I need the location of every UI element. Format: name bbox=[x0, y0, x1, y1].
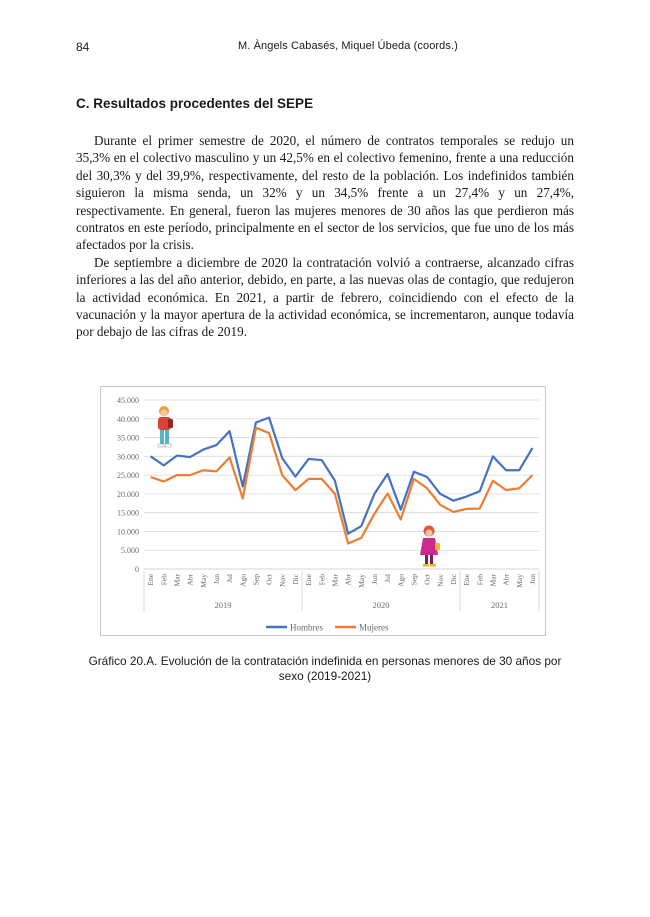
body-text bbox=[76, 132, 574, 341]
y-tick-label: 30.000 bbox=[117, 452, 139, 462]
x-tick-label: Mar bbox=[488, 574, 498, 587]
y-tick-label: 0 bbox=[135, 565, 139, 574]
x-tick-label: Ene bbox=[304, 574, 314, 586]
y-tick-label: 15.000 bbox=[117, 508, 139, 518]
section-heading: C. Resultados procedentes del SEPE bbox=[76, 96, 314, 111]
y-axis-ticks bbox=[117, 396, 139, 574]
year-label: 2019 bbox=[214, 600, 232, 610]
y-tick-label: 10.000 bbox=[117, 527, 139, 537]
y-tick-label: 40.000 bbox=[117, 414, 139, 424]
x-tick-label: Mar bbox=[330, 574, 340, 587]
legend-label-hombres: Hombres bbox=[290, 622, 323, 633]
legend-label-mujeres: Mujeres bbox=[359, 622, 389, 633]
y-tick-label: 45.000 bbox=[117, 396, 139, 405]
x-tick-label: Ene bbox=[146, 574, 156, 586]
x-axis-ticks bbox=[144, 569, 539, 611]
young-man-illustration bbox=[158, 406, 173, 447]
chart-legend bbox=[266, 623, 389, 633]
series-lines bbox=[151, 418, 533, 544]
x-tick-label: Sep bbox=[409, 574, 419, 586]
x-tick-label: Jun bbox=[212, 574, 222, 585]
paragraph-1: Durante el primer semestre de 2020, el número de contratos temporales se redujo un 35,3% en el colectivo masculino y un 42,5% en el colectivo femenino, frente a una reducción del 30,3% y del 39,9%, respectivamente, del resto de la población. Los indefinidos también siguieron la misma senda, un 32% y un 34,5% frente a un 27,4% y un 27,4%, respectivamente. En general, fueron las mujeres menores de 30 años las que perdieron más contratos en este período, principalmente en el sector de los servicios, que fue uno de los más afectados por la crisis. bbox=[76, 133, 574, 253]
series-line-mujeres bbox=[151, 428, 533, 544]
x-tick-label: Jul bbox=[225, 574, 235, 583]
year-label: 2020 bbox=[372, 600, 390, 610]
figure-caption: Gráfico 20.A. Evolución de la contratación indefinida en personas menores de 30 años por sexo (2019-2021) bbox=[88, 654, 562, 683]
y-tick-label: 25.000 bbox=[117, 471, 139, 481]
x-tick-label: Dic bbox=[449, 574, 459, 585]
x-tick-label: Nov bbox=[277, 574, 287, 587]
y-tick-label: 5.000 bbox=[121, 546, 139, 556]
y-tick-label: 20.000 bbox=[117, 489, 139, 499]
x-tick-label: May bbox=[198, 574, 208, 588]
running-head: M. Àngels Cabasés, Miquel Úbeda (coords.) bbox=[238, 40, 458, 52]
x-tick-label: Oct bbox=[422, 574, 432, 585]
x-tick-label: Jun bbox=[370, 574, 380, 585]
page-number: 84 bbox=[76, 40, 90, 54]
x-tick-label: Oct bbox=[264, 574, 274, 585]
x-tick-label: Feb bbox=[159, 574, 169, 586]
x-tick-label: Ene bbox=[462, 574, 472, 586]
x-tick-label: Jul bbox=[383, 574, 393, 583]
x-tick-label: Ago bbox=[396, 574, 406, 587]
x-tick-label: Jun bbox=[528, 574, 538, 585]
year-label: 2021 bbox=[491, 600, 508, 610]
x-tick-label: May bbox=[514, 574, 524, 588]
y-tick-label: 35.000 bbox=[117, 433, 139, 443]
x-tick-label: Nov bbox=[435, 574, 445, 587]
x-tick-label: Ago bbox=[238, 574, 248, 587]
line-chart bbox=[101, 387, 545, 635]
x-tick-label: Dic bbox=[291, 574, 301, 585]
gridlines bbox=[144, 400, 539, 569]
x-tick-label: Mar bbox=[172, 574, 182, 587]
x-tick-label: Abr bbox=[501, 574, 511, 586]
x-tick-label: May bbox=[356, 574, 366, 588]
chart-frame bbox=[100, 386, 546, 636]
paragraph-2: De septiembre a diciembre de 2020 la contratación volvió a contraerse, alcanzado cifras inferiores a las del año anterior, debido, en parte, a las nuevas olas de contagio, que redujeron la actividad económica. En 2021, a partir de febrero, coincidiendo con el efecto de la vacunación y la mayor apertura de la actividad económica, se incrementaron, aunque todavía por debajo de las cifras de 2019. bbox=[76, 254, 574, 340]
x-tick-label: Abr bbox=[343, 574, 353, 586]
x-tick-label: Feb bbox=[317, 574, 327, 586]
x-tick-label: Feb bbox=[475, 574, 485, 586]
x-tick-label: Abr bbox=[185, 574, 195, 586]
x-tick-label: Sep bbox=[251, 574, 261, 586]
